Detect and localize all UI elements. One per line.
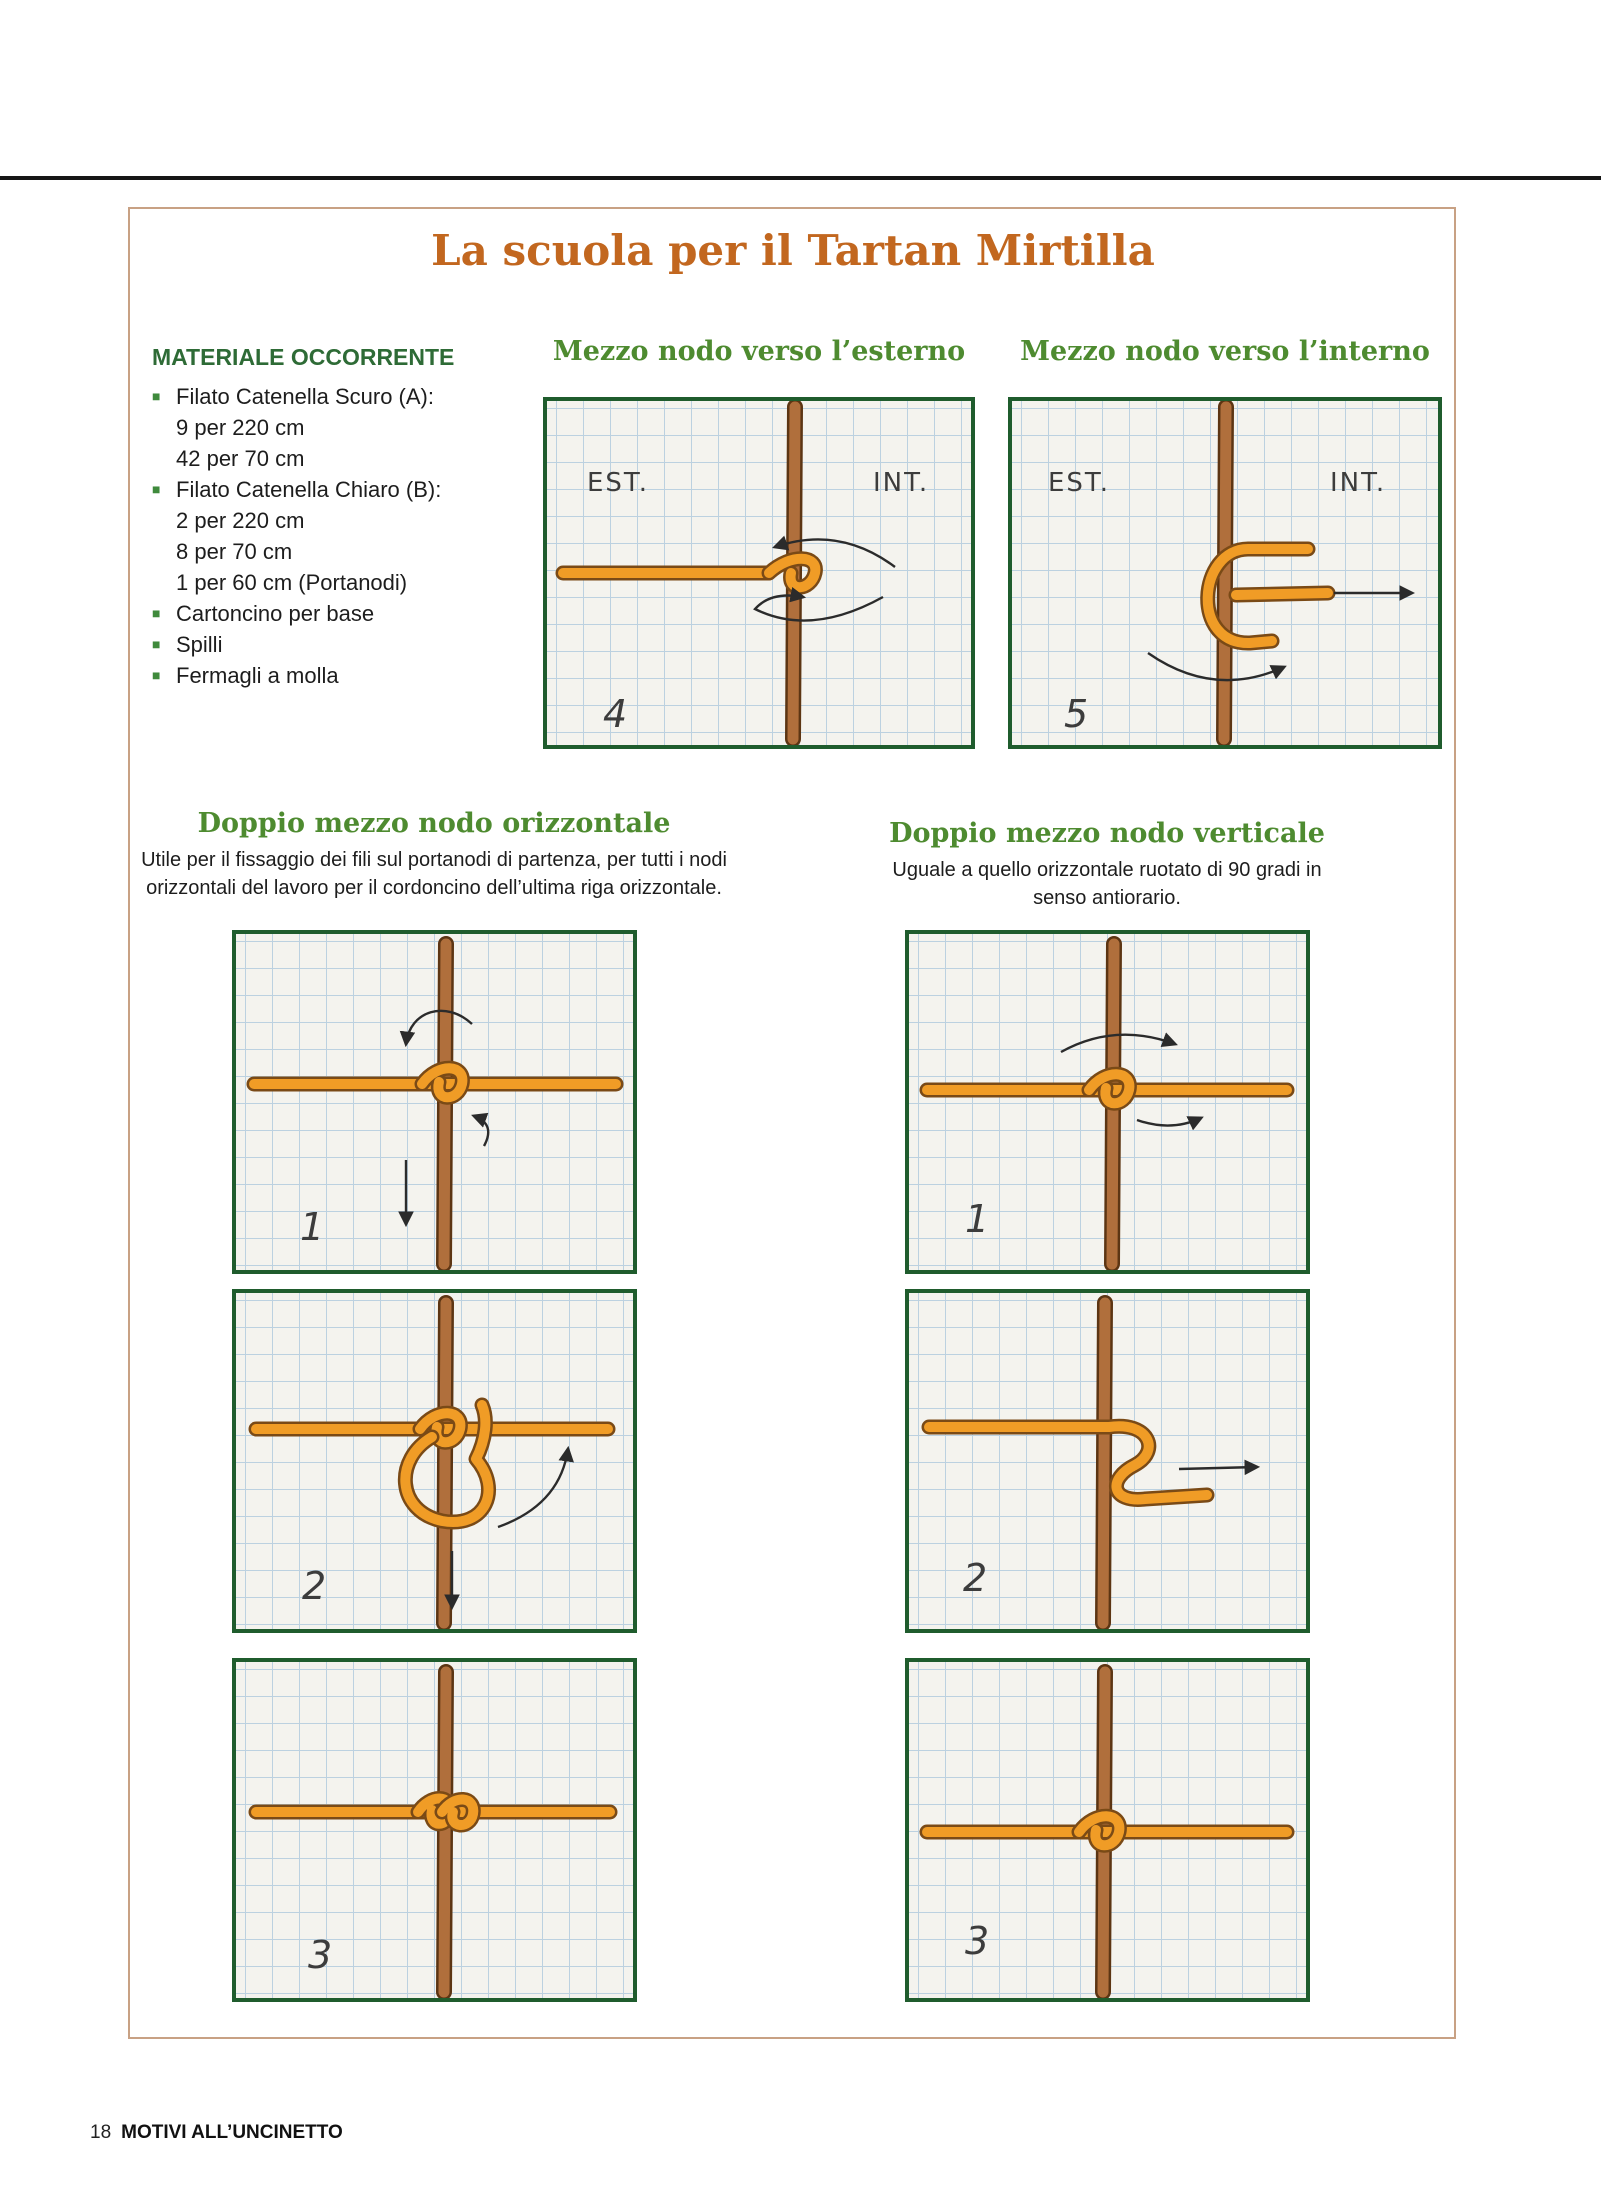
vertical-cord (1103, 1303, 1105, 1623)
knot-illustration (236, 1662, 633, 1998)
materials-item (152, 412, 512, 443)
vertical-cord (444, 1672, 446, 1992)
diagram-step-5 (1008, 397, 1442, 749)
diagram-verticale-step-2 (905, 1289, 1310, 1633)
page-footer (90, 2122, 343, 2144)
diagram-number: 1 (300, 1205, 325, 1249)
square-bullet-icon: ■ (152, 481, 161, 497)
materials-item-label: Cartoncino per base (176, 601, 375, 626)
diagram-orizzontale-step-2 (232, 1289, 637, 1633)
materials-item (152, 505, 512, 536)
knot-illustration-interno (1012, 401, 1438, 745)
diagram-step-4 (543, 397, 975, 749)
materials-list (152, 344, 512, 691)
label-est: EST. (587, 468, 649, 498)
page-number: 18 (90, 2122, 112, 2143)
diagram-orizzontale-step-3 (232, 1658, 637, 2002)
top-rule-divider (0, 176, 1601, 180)
knot-illustration (236, 1293, 633, 1629)
knot-illustration (909, 1662, 1306, 1998)
square-bullet-icon: ■ (152, 636, 161, 652)
diagram-verticale-step-3 (905, 1658, 1310, 2002)
materials-item-label: 8 per 70 cm (176, 539, 293, 564)
materials-item (152, 660, 512, 691)
heading-doppio-orizzontale: Doppio mezzo nodo orizzontale (197, 808, 671, 839)
page-title: La scuola per il Tartan Mirtilla (431, 226, 1155, 275)
description-verticale: Uguale a quello orizzontale ruotato di 90 gradi in senso antiorario. (892, 859, 1322, 909)
materials-item (152, 598, 512, 629)
knot (422, 1068, 462, 1097)
square-bullet-icon: ■ (152, 605, 161, 621)
diagram-number: 5 (1064, 692, 1089, 736)
materials-item (152, 567, 512, 598)
materials-item (152, 474, 512, 505)
vertical-cord (444, 1303, 446, 1623)
knot (769, 559, 815, 588)
label-int: INT. (1330, 468, 1387, 498)
knot-illustration (236, 934, 633, 1270)
materials-item (152, 381, 512, 412)
square-bullet-icon: ■ (152, 667, 161, 683)
materials-item-label: 42 per 70 cm (176, 446, 305, 471)
diagram-orizzontale-step-1 (232, 930, 637, 1274)
curve-arrow (498, 1449, 568, 1527)
small-arrow (1137, 1118, 1201, 1126)
direction-arrow (1179, 1467, 1257, 1469)
diagram-number: 4 (603, 692, 628, 736)
materials-item-label: Filato Catenella Chiaro (B): (176, 477, 442, 502)
heading-mezzo-nodo-interno: Mezzo nodo verso l’interno (1020, 336, 1430, 367)
label-est: EST. (1048, 468, 1110, 498)
materials-item-label: Filato Catenella Scuro (A): (176, 384, 434, 409)
materials-item-label: 1 per 60 cm (Portanodi) (176, 570, 408, 595)
heading-mezzo-nodo-esterno: Mezzo nodo verso l’esterno (552, 336, 966, 367)
knot (1089, 1074, 1129, 1103)
label-int: INT. (873, 468, 930, 498)
diagram-number: 1 (965, 1197, 990, 1241)
diagram-number: 3 (308, 1933, 333, 1977)
vertical-cord (1224, 407, 1226, 739)
knot-illustration (909, 1293, 1306, 1629)
square-bullet-icon: ■ (152, 388, 161, 404)
publication-title: MOTIVI ALL’UNCINETTO (121, 2122, 343, 2143)
materials-item-label: 9 per 220 cm (176, 415, 305, 440)
diagram-verticale-step-1 (905, 930, 1310, 1274)
knot-illustration-esterno (547, 401, 971, 745)
loop-arrow (1148, 653, 1284, 680)
knot-illustration (909, 934, 1306, 1270)
materials-item (152, 443, 512, 474)
knot (1079, 1816, 1119, 1845)
materials-item-label: Spilli (176, 632, 223, 657)
knot-loop-cord (929, 1426, 1207, 1499)
loop-arrow (755, 596, 883, 621)
description-orizzontale: Utile per il fissaggio dei fili sul portanodi di partenza, per tutti i nodi orizzontali del lavoro per il cordoncino dell’ultima riga orizzontale. (141, 849, 727, 899)
diagram-number: 2 (963, 1556, 988, 1600)
diagram-number: 3 (965, 1919, 990, 1963)
materials-item (152, 629, 512, 660)
small-arrow (474, 1116, 488, 1146)
materials-heading: MATERIALE OCCORRENTE (152, 344, 455, 370)
materials-item (152, 536, 512, 567)
materials-item-label: Fermagli a molla (176, 663, 339, 688)
heading-doppio-verticale: Doppio mezzo nodo verticale (889, 818, 1325, 849)
diagram-number: 2 (302, 1564, 327, 1608)
materials-item-label: 2 per 220 cm (176, 508, 305, 533)
